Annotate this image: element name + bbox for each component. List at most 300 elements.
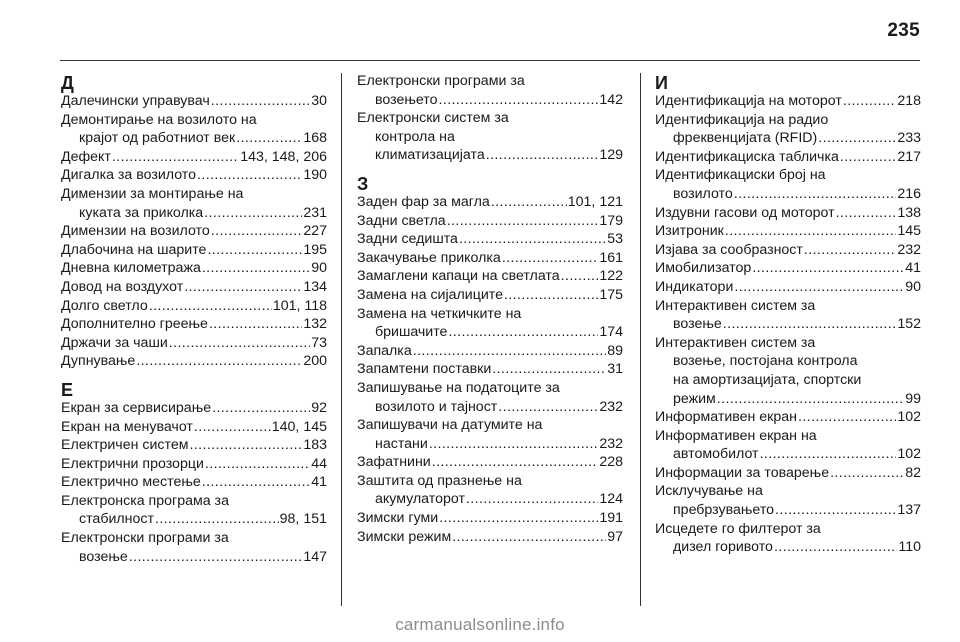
page-reference[interactable]: 147 bbox=[303, 548, 327, 565]
entry-line bbox=[61, 399, 327, 418]
dot-leader bbox=[155, 510, 279, 529]
dot-leader bbox=[211, 92, 310, 111]
index-section bbox=[357, 173, 623, 546]
column-divider-1 bbox=[341, 73, 342, 606]
entry-term: стабилност bbox=[79, 511, 154, 528]
page-reference[interactable]: 110 bbox=[898, 539, 921, 556]
page-reference[interactable]: 218 bbox=[897, 93, 921, 109]
entry-line bbox=[61, 334, 327, 353]
index-entry bbox=[655, 204, 921, 223]
dot-leader bbox=[734, 278, 904, 297]
entry-term: Заден фар за магла bbox=[357, 193, 490, 210]
page-reference[interactable]: 137 bbox=[897, 502, 921, 519]
entry-line bbox=[61, 510, 327, 529]
entry-term: Имобилизатор bbox=[655, 260, 752, 277]
page-reference[interactable]: 53 bbox=[607, 231, 623, 248]
entry-term: крајот од работниот век bbox=[79, 130, 236, 147]
entry-line bbox=[61, 473, 327, 492]
entry-line bbox=[61, 222, 327, 241]
entry-line bbox=[655, 185, 921, 204]
entry-line bbox=[357, 249, 623, 268]
index-entry bbox=[655, 371, 921, 408]
dot-leader bbox=[717, 390, 904, 409]
dot-leader bbox=[466, 490, 598, 509]
entry-heading: Идентификациски број на bbox=[655, 167, 826, 184]
page-reference[interactable]: 41 bbox=[311, 474, 327, 491]
dot-leader bbox=[452, 528, 606, 547]
index-column-3 bbox=[655, 72, 921, 557]
dot-leader bbox=[760, 445, 897, 464]
entry-term: Електрично местење bbox=[61, 474, 201, 491]
entry-heading: Електронски систем за bbox=[357, 110, 509, 127]
entry-term: возилото bbox=[673, 185, 733, 202]
page-reference[interactable]: 190 bbox=[303, 167, 327, 184]
page-reference[interactable]: 124 bbox=[599, 491, 623, 508]
index-entry bbox=[655, 111, 921, 148]
index-entry bbox=[655, 352, 921, 371]
entry-line bbox=[357, 360, 623, 379]
dot-leader bbox=[498, 398, 598, 417]
entry-line bbox=[357, 323, 623, 342]
entry-term: Идентификација на моторот bbox=[655, 93, 842, 109]
entry-heading: Демонтирање на возилото на bbox=[61, 111, 257, 128]
page-reference[interactable]: 161 bbox=[599, 249, 623, 266]
page-reference[interactable]: 134 bbox=[303, 278, 327, 295]
index-entry bbox=[655, 408, 921, 427]
dot-leader bbox=[775, 501, 896, 520]
page-reference[interactable]: 140, 145 bbox=[271, 418, 327, 435]
entry-line bbox=[357, 230, 623, 249]
entry-line bbox=[357, 267, 623, 286]
index-entry bbox=[357, 416, 623, 453]
index-entry bbox=[357, 230, 623, 249]
index-entry bbox=[655, 278, 921, 297]
section-letter: Д bbox=[61, 73, 74, 93]
entry-term: Дигалка за возилото bbox=[61, 167, 197, 184]
dot-leader bbox=[212, 399, 310, 418]
entry-line bbox=[655, 390, 921, 409]
page-reference[interactable]: 233 bbox=[897, 130, 921, 147]
page-reference[interactable]: 175 bbox=[599, 286, 623, 303]
entry-line bbox=[357, 398, 623, 417]
page-reference[interactable]: 216 bbox=[897, 185, 921, 202]
dot-leader bbox=[432, 453, 599, 472]
entry-term: Закачување приколка bbox=[357, 249, 501, 266]
entry-line bbox=[357, 453, 623, 472]
page-reference[interactable]: 231 bbox=[303, 204, 327, 221]
dot-leader bbox=[184, 278, 302, 297]
entry-term: Изитроник bbox=[655, 223, 724, 240]
dot-leader bbox=[205, 455, 310, 474]
entry-line bbox=[61, 352, 327, 371]
page-reference[interactable]: 200 bbox=[303, 353, 327, 370]
entry-line bbox=[357, 193, 623, 212]
entry-term: Дупнување bbox=[61, 353, 136, 370]
column-divider-2 bbox=[640, 73, 641, 606]
entry-term: Информативен екран bbox=[655, 409, 797, 426]
page-reference[interactable]: 90 bbox=[311, 260, 327, 277]
index-entry bbox=[61, 455, 327, 474]
entry-heading: Димензии за монтирање на bbox=[61, 185, 244, 202]
watermark: carmanualsonline.info bbox=[395, 615, 565, 634]
page-reference[interactable]: 31 bbox=[607, 361, 623, 378]
entry-term: возилото и тајност bbox=[375, 398, 498, 415]
entry-line bbox=[655, 464, 921, 483]
index-entry bbox=[357, 286, 623, 305]
entry-term: Задни седишта bbox=[357, 231, 458, 248]
dot-leader bbox=[561, 267, 599, 286]
entry-term: Запамтени поставки bbox=[357, 361, 492, 378]
index-entry bbox=[61, 148, 327, 167]
dot-leader bbox=[486, 146, 599, 165]
dot-leader bbox=[774, 538, 897, 557]
entry-line bbox=[61, 278, 327, 297]
page-reference[interactable]: 30 bbox=[311, 93, 327, 109]
entry-line bbox=[655, 259, 921, 278]
entry-term: Димензии на возилото bbox=[61, 223, 210, 240]
entry-term: Замаглени капаци на светлата bbox=[357, 268, 560, 285]
index-entry bbox=[357, 193, 623, 212]
index-entry bbox=[655, 334, 921, 353]
entry-term: Држачи за чаши bbox=[61, 334, 168, 351]
dot-leader bbox=[149, 297, 272, 316]
entry-line bbox=[655, 538, 921, 557]
index-section bbox=[61, 72, 327, 371]
entry-term: Дневна километража bbox=[61, 260, 201, 277]
entry-heading: Заштита од празнење на bbox=[357, 472, 522, 489]
entry-heading: Запишувачи на датумите на bbox=[357, 417, 543, 434]
entry-heading: Интерактивен систем за bbox=[655, 297, 816, 314]
entry-term: Дефект bbox=[61, 148, 111, 165]
dot-leader bbox=[723, 315, 897, 334]
page-reference[interactable]: 89 bbox=[607, 342, 623, 359]
index-entry bbox=[61, 278, 327, 297]
entry-line bbox=[61, 436, 327, 455]
entry-term: режим bbox=[673, 390, 716, 407]
entry-line bbox=[357, 528, 623, 547]
entry-term: Издувни гасови од моторот bbox=[655, 204, 835, 221]
page-reference[interactable]: 92 bbox=[311, 399, 327, 416]
index-entry bbox=[61, 399, 327, 418]
entry-line bbox=[655, 222, 921, 241]
dot-leader bbox=[459, 230, 606, 249]
page-reference[interactable]: 138 bbox=[897, 204, 921, 221]
page-reference[interactable]: 101, 118 bbox=[272, 297, 327, 314]
entry-heading: возење, постојана контрола bbox=[673, 353, 858, 370]
entry-heading: Електронска програма за bbox=[61, 492, 229, 509]
entry-heading: Запишување на податоците за bbox=[357, 379, 560, 396]
entry-line bbox=[357, 91, 623, 110]
page-reference[interactable]: 232 bbox=[599, 435, 623, 452]
entry-term: бришачите bbox=[375, 324, 448, 341]
entry-line bbox=[61, 166, 327, 185]
entry-term: Екран на менувачот bbox=[61, 418, 193, 435]
index-entry bbox=[61, 92, 327, 111]
entry-term: настани bbox=[375, 435, 428, 452]
dot-leader bbox=[236, 129, 302, 148]
index-entry bbox=[61, 334, 327, 353]
dot-leader bbox=[798, 408, 896, 427]
entry-term: климатизацијата bbox=[375, 147, 485, 164]
index-entry bbox=[61, 166, 327, 185]
dot-leader bbox=[204, 204, 302, 223]
entry-heading: Електронски програми за bbox=[357, 73, 525, 89]
dot-leader bbox=[502, 249, 599, 268]
entry-line bbox=[655, 408, 921, 427]
entry-term: Задни светла bbox=[357, 212, 446, 229]
dot-leader bbox=[207, 241, 302, 260]
entry-line bbox=[357, 490, 623, 509]
dot-leader bbox=[836, 204, 897, 223]
page-reference[interactable]: 217 bbox=[897, 148, 921, 165]
dot-leader bbox=[202, 473, 310, 492]
index-entry bbox=[357, 509, 623, 528]
index-entry bbox=[357, 249, 623, 268]
entry-term: куката за приколка bbox=[79, 204, 204, 221]
index-entry bbox=[61, 111, 327, 148]
entry-line bbox=[655, 278, 921, 297]
index-entry bbox=[61, 473, 327, 492]
entry-line bbox=[357, 509, 623, 528]
entry-heading: Идентификација на радио bbox=[655, 111, 829, 128]
page-reference[interactable]: 168 bbox=[303, 130, 327, 147]
entry-line bbox=[655, 501, 921, 520]
index-column-1 bbox=[61, 72, 327, 566]
dot-leader bbox=[189, 436, 302, 455]
entry-heading: Замена на четкичките на bbox=[357, 305, 522, 322]
dot-leader bbox=[194, 418, 271, 437]
index-entry bbox=[655, 166, 921, 203]
entry-heading: Електронски програми за bbox=[61, 530, 229, 547]
entry-line bbox=[61, 148, 327, 167]
index-entry bbox=[61, 259, 327, 278]
index-entry bbox=[61, 352, 327, 371]
index-entry bbox=[357, 528, 623, 547]
page-reference[interactable]: 142 bbox=[599, 91, 623, 108]
index-section bbox=[357, 72, 623, 165]
entry-line bbox=[655, 148, 921, 167]
entry-line bbox=[61, 259, 327, 278]
entry-line bbox=[357, 435, 623, 454]
index-entry bbox=[655, 464, 921, 483]
entry-heading: Исклучување на bbox=[655, 483, 763, 500]
page-number: 235 bbox=[887, 20, 920, 41]
index-entry bbox=[357, 472, 623, 509]
entry-term: фреквенцијата (RFID) bbox=[673, 130, 818, 147]
index-entry bbox=[655, 520, 921, 557]
page-reference[interactable]: 73 bbox=[311, 334, 327, 351]
page-reference[interactable]: 152 bbox=[897, 316, 921, 333]
entry-line bbox=[61, 241, 327, 260]
dot-leader bbox=[439, 91, 599, 110]
dot-leader bbox=[211, 222, 303, 241]
dot-leader bbox=[752, 259, 904, 278]
entry-heading: Информативен екран на bbox=[655, 427, 817, 444]
index-section bbox=[61, 379, 327, 566]
entry-term: Замена на сијалиците bbox=[357, 286, 503, 303]
entry-line bbox=[61, 204, 327, 223]
entry-line bbox=[61, 455, 327, 474]
index-entry bbox=[357, 109, 623, 128]
index-entry bbox=[655, 259, 921, 278]
dot-leader bbox=[840, 148, 896, 167]
entry-line bbox=[357, 146, 623, 165]
entry-term: Долго светло bbox=[61, 297, 148, 314]
page-reference[interactable]: 98, 151 bbox=[279, 511, 327, 528]
entry-line bbox=[655, 92, 921, 111]
entry-term: дизел горивото bbox=[673, 539, 773, 556]
entry-term: Запалка bbox=[357, 342, 412, 359]
entry-term: пребрзувањето bbox=[673, 502, 775, 519]
entry-heading: на амортизацијата, спортски bbox=[673, 371, 862, 388]
dot-leader bbox=[492, 360, 606, 379]
entry-term: Идентификациска табличка bbox=[655, 148, 839, 165]
entry-term: Зимски гуми bbox=[357, 510, 439, 527]
dot-leader bbox=[413, 342, 606, 361]
dot-leader bbox=[169, 334, 310, 353]
page-reference[interactable]: 195 bbox=[303, 241, 327, 258]
dot-leader bbox=[429, 435, 599, 454]
dot-leader bbox=[843, 92, 896, 111]
entry-line bbox=[357, 212, 623, 231]
entry-line bbox=[655, 129, 921, 148]
page-reference[interactable]: 44 bbox=[311, 455, 327, 472]
entry-line bbox=[61, 129, 327, 148]
index-entry bbox=[61, 418, 327, 437]
entry-line bbox=[357, 342, 623, 361]
index-section bbox=[655, 72, 921, 557]
index-entry bbox=[61, 529, 327, 566]
page-reference[interactable]: 179 bbox=[599, 212, 623, 229]
entry-line bbox=[61, 315, 327, 334]
page-reference[interactable]: 82 bbox=[905, 464, 921, 481]
entry-term: Екран за сервисирање bbox=[61, 399, 212, 416]
entry-term: Дополнително греење bbox=[61, 316, 208, 333]
entry-heading: Интерактивен систем за bbox=[655, 334, 816, 351]
index-column-2 bbox=[357, 72, 623, 546]
index-entry bbox=[655, 222, 921, 241]
page-reference[interactable]: 102 bbox=[897, 446, 921, 463]
index-entry bbox=[61, 241, 327, 260]
index-entry bbox=[655, 427, 921, 464]
page-reference[interactable]: 90 bbox=[905, 278, 921, 295]
index-entry bbox=[655, 482, 921, 519]
entry-term: Далечински управувач bbox=[61, 93, 210, 109]
page-reference[interactable]: 97 bbox=[607, 528, 623, 545]
index-entry bbox=[655, 241, 921, 260]
index-entry bbox=[61, 492, 327, 529]
entry-term: Индикатори bbox=[655, 278, 734, 295]
dot-leader bbox=[129, 548, 303, 567]
index-entry bbox=[357, 305, 623, 342]
page-reference[interactable]: 99 bbox=[905, 390, 921, 407]
index-entry bbox=[357, 379, 623, 416]
dot-leader bbox=[439, 509, 598, 528]
entry-term: акумулаторот bbox=[375, 491, 465, 508]
entry-term: автомобилот bbox=[673, 446, 759, 463]
page-reference[interactable]: 145 bbox=[897, 223, 921, 240]
entry-line bbox=[61, 92, 327, 111]
page-reference[interactable]: 191 bbox=[599, 510, 623, 527]
page-reference[interactable]: 143, 148, 206 bbox=[240, 148, 327, 165]
dot-leader bbox=[830, 464, 904, 483]
dot-leader bbox=[804, 241, 896, 260]
index-entry bbox=[357, 212, 623, 231]
index-entry bbox=[357, 342, 623, 361]
index-entry bbox=[61, 315, 327, 334]
page-reference[interactable]: 41 bbox=[905, 260, 921, 277]
index-entry bbox=[655, 297, 921, 334]
entry-term: возењето bbox=[375, 91, 438, 108]
page-reference[interactable]: 183 bbox=[303, 437, 327, 454]
index-entry bbox=[655, 148, 921, 167]
dot-leader bbox=[734, 185, 897, 204]
dot-leader bbox=[447, 212, 599, 231]
entry-term: возење bbox=[673, 316, 722, 333]
entry-term: Изјава за сообразност bbox=[655, 241, 803, 258]
dot-leader bbox=[491, 193, 567, 212]
page-reference[interactable]: 174 bbox=[599, 324, 623, 341]
entry-line bbox=[357, 286, 623, 305]
page-reference[interactable]: 227 bbox=[303, 223, 327, 240]
entry-line bbox=[61, 418, 327, 437]
index-entry bbox=[61, 185, 327, 222]
page-reference[interactable]: 228 bbox=[599, 454, 623, 471]
index-entry bbox=[655, 92, 921, 111]
entry-line bbox=[655, 204, 921, 223]
page-reference[interactable]: 129 bbox=[599, 147, 623, 164]
entry-term: возење bbox=[79, 548, 128, 565]
dot-leader bbox=[209, 315, 302, 334]
header-rule bbox=[60, 60, 920, 61]
index-entry bbox=[357, 267, 623, 286]
entry-line bbox=[61, 548, 327, 567]
entry-line bbox=[655, 241, 921, 260]
dot-leader bbox=[202, 259, 310, 278]
page-reference[interactable]: 232 bbox=[599, 398, 623, 415]
entry-term: Длабочина на шарите bbox=[61, 241, 207, 258]
entry-term: Довод на воздухот bbox=[61, 278, 184, 295]
index-entry bbox=[357, 453, 623, 472]
index-entry bbox=[61, 436, 327, 455]
page-reference[interactable]: 122 bbox=[599, 268, 623, 285]
page-reference[interactable]: 101, 121 bbox=[567, 193, 623, 210]
entry-line bbox=[655, 445, 921, 464]
section-letter: З bbox=[357, 173, 369, 194]
dot-leader bbox=[725, 222, 896, 241]
dot-leader bbox=[448, 323, 598, 342]
page-reference[interactable]: 132 bbox=[303, 316, 327, 333]
dot-leader bbox=[504, 286, 598, 305]
section-letter: Е bbox=[61, 379, 74, 400]
entry-line bbox=[61, 297, 327, 316]
page-reference[interactable]: 232 bbox=[897, 241, 921, 258]
page-reference[interactable]: 102 bbox=[897, 409, 921, 426]
index-entry bbox=[357, 128, 623, 165]
dot-leader bbox=[197, 166, 302, 185]
index-entry bbox=[61, 297, 327, 316]
dot-leader bbox=[112, 148, 239, 167]
dot-leader bbox=[818, 129, 896, 148]
index-entry bbox=[61, 222, 327, 241]
entry-heading: Исцедете го филтерот за bbox=[655, 520, 821, 537]
entry-term: Зимски режим bbox=[357, 528, 452, 545]
entry-term: Информации за товарење bbox=[655, 464, 830, 481]
entry-term: Електричен систем bbox=[61, 437, 189, 454]
dot-leader bbox=[136, 352, 302, 371]
entry-term: Електрични прозорци bbox=[61, 455, 204, 472]
index-entry bbox=[357, 72, 623, 109]
